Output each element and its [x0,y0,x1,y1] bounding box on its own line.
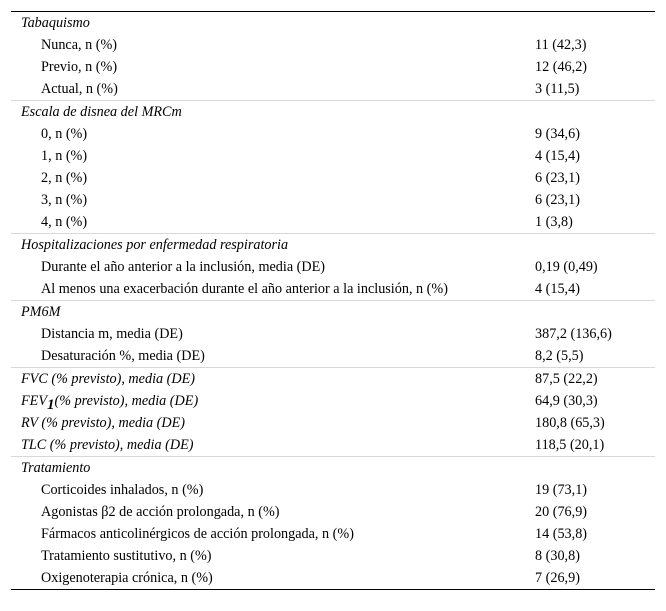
row-value: 64,9 (30,3) [535,392,598,409]
table-row [11,523,655,545]
row-label: TLC (% previsto), media (DE) [21,436,194,453]
row-fev1 [11,390,655,412]
table-row [11,256,655,278]
row-value: 4 (15,4) [535,147,580,164]
row-label: Corticoides inhalados, n (%) [41,481,204,498]
section-pm6m [11,301,655,324]
row-value: 1 (3,8) [535,213,573,230]
row-label: 0, n (%) [41,125,88,142]
row-value: 87,5 (22,2) [535,368,655,391]
row-value: 118,5 (20,1) [535,436,605,453]
table-row [11,123,655,145]
row-label: Al menos una exacerbación durante el año anterior a la inclusión, n (%) [41,280,448,297]
table-row [11,34,655,56]
row-label: FVC (% previsto), media (DE) [11,368,535,391]
section-heading: Hospitalizaciones por enfermedad respiratoria [11,234,535,257]
table-row [11,145,655,167]
row-value: 8,2 (5,5) [535,347,584,364]
row-value: 7 (26,9) [535,569,580,586]
row-value: 4 (15,4) [535,280,580,297]
row-value: 9 (34,6) [535,125,580,142]
fev-subscript: 1 [47,396,55,413]
row-label: 1, n (%) [41,147,88,164]
row-value: 3 (11,5) [535,80,580,97]
row-label: Tratamiento sustitutivo, n (%) [41,547,212,564]
row-label: Actual, n (%) [41,80,118,97]
row-value: 6 (23,1) [535,169,580,186]
row-value: 6 (23,1) [535,191,580,208]
section-tabaquismo [11,12,655,34]
table-row [11,545,655,567]
row-value: 11 (42,3) [535,36,587,53]
row-label: Durante el año anterior a la inclusión, media (DE) [41,258,326,275]
row-value: 12 (46,2) [535,58,588,75]
row-label: Distancia m, media (DE) [41,325,183,342]
characteristics-table [11,11,655,590]
row-label: RV (% previsto), media (DE) [21,414,186,431]
table-row [11,501,655,523]
table-row [11,167,655,189]
data-table [11,12,655,589]
row-label: Nunca, n (%) [41,36,118,53]
section-hospitalizaciones [11,234,655,257]
row-label: 3, n (%) [41,191,88,208]
fev-prefix: FEV [21,392,47,409]
row-label: 4, n (%) [41,213,88,230]
row-value: 14 (53,8) [535,525,588,542]
row-label: Oxigenoterapia crónica, n (%) [41,569,213,586]
table-row [11,56,655,78]
section-heading: Escala de disnea del MRCm [11,101,535,124]
section-heading: Tabaquismo [21,14,90,31]
section-disnea [11,101,655,124]
row-label: Fármacos anticolinérgicos de acción prolongada, n (%) [41,525,354,542]
row-label [11,390,535,412]
table-row [11,479,655,501]
fev-suffix: (% previsto), media (DE) [54,392,199,409]
table-row [11,78,655,101]
row-value: 19 (73,1) [535,481,588,498]
row-value: 20 (76,9) [535,503,588,520]
row-tlc [11,434,655,457]
table-row [11,211,655,234]
row-value: 8 (30,8) [535,547,580,564]
table-row [11,345,655,368]
section-tratamiento [11,457,655,480]
section-heading: Tratamiento [11,457,535,480]
row-rv [11,412,655,434]
row-fvc [11,368,655,391]
row-value: 0,19 (0,49) [535,258,598,275]
table-row [11,278,655,301]
table-row [11,189,655,211]
section-heading: PM6M [11,301,535,324]
row-label: Desaturación %, media (DE) [41,347,205,364]
row-value: 387,2 (136,6) [535,325,612,342]
table-row [11,323,655,345]
row-label: Previo, n (%) [41,58,118,75]
table-row [11,567,655,589]
row-value: 180,8 (65,3) [535,414,605,431]
row-label: 2, n (%) [41,169,88,186]
row-label: Agonistas β2 de acción prolongada, n (%) [41,503,280,520]
